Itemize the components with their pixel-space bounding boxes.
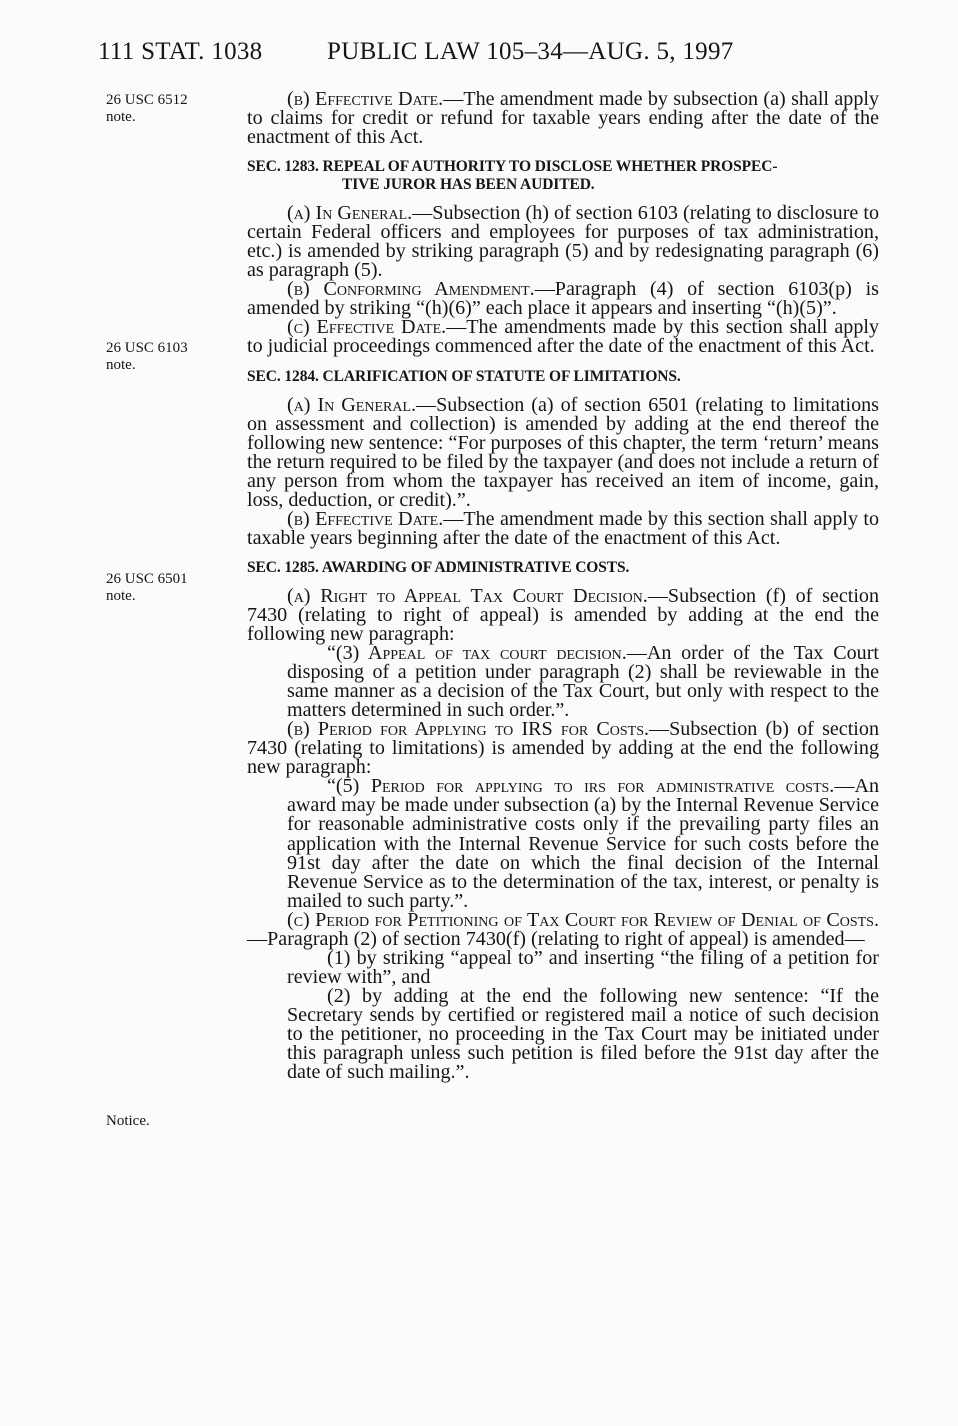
paragraph [247,908,879,950]
margin-note-cite: 26 USC 6103 [106,340,188,356]
paragraph-heading: (b) Conforming Amendment. [287,278,535,301]
paragraph-heading: (a) In General. [287,393,417,416]
paragraph [247,280,879,318]
paragraph-heading: (b) Effective Date. [287,507,444,530]
paragraph-text: —Subsection (f) of section 7430 (relating to right of appeal) is amended by adding at the end the following new paragraph: [247,584,879,645]
section-heading-line: TIVE JUROR HAS BEEN AUDITED. [342,176,595,194]
margin-note-label: note. [106,109,136,125]
paragraph-text: —Paragraph (4) of section 6103(p) is amended by striking “(h)(6)” each place it appears and inserting “(h)(5)”. [247,278,879,320]
paragraph-heading: (c) Period for Petitioning of Tax Court for Review of Denial of Costs. [287,908,879,931]
paragraph-text: —The amendments made by this section shall apply to judicial proceedings commenced after the date of the enactment of this Act. [247,316,880,358]
section-heading [247,368,879,386]
quoted-paragraph [287,644,879,720]
paragraph-heading: “(3) Appeal of tax court decision. [327,642,627,665]
statute-text [247,90,879,1082]
paragraph-heading: (b) Effective Date. [287,88,444,110]
list-item: (1) by striking “appeal to” and inserting “the filing of a petition for review with”, and [287,946,879,988]
running-header [98,38,888,66]
margin-note [106,1113,236,1130]
law-reference: PUBLIC LAW 105–34—AUG. 5, 1997 [327,38,734,65]
paragraph [247,318,879,356]
paragraph [247,507,880,549]
paragraph-heading: (c) Effective Date. [287,316,447,339]
paragraph-text: —Subsection (b) of section 7430 (relating to limitations) is amended by adding at the end the following new paragraph: [247,718,879,779]
page-reference: 111 STAT. 1038 [98,38,263,65]
section-heading-line: SEC. 1284. CLARIFICATION OF STATUTE OF LIMITATIONS. [247,367,681,385]
paragraph [247,584,879,645]
paragraph-text: —Subsection (a) of section 6501 (relating to limitations on assessment and collection) is amended by adding at the end thereof the following new sentence: “For purposes of this chapter, the term ‘return’ means the return required to be filed by the taxpayer (and does not include a return of any person from whom the taxpayer has received an item of income, gain, loss, deduction, or credit).”. [247,393,879,511]
margin-note [106,92,236,126]
paragraph [247,204,879,280]
margin-note [106,340,236,374]
section-heading [247,559,879,577]
margin-note-cite: 26 USC 6501 [106,571,188,587]
paragraph-text: —The amendment made by subsection (a) shall apply to claims for credit or refund for taxable years ending after the date of the enactment of this Act. [247,88,879,149]
section-heading-line: SEC. 1283. REPEAL OF AUTHORITY TO DISCLOSE WHETHER PROSPEC- [247,158,778,176]
paragraph-heading: (a) Right to Appeal Tax Court Decision. [287,584,648,607]
paragraph-heading: (b) Period for Applying to IRS for Costs. [287,718,650,741]
margin-note-label: note. [106,588,136,604]
paragraph-text: —The amendment made by this section shall apply to taxable years beginning after the date of the enactment of this Act. [247,507,880,549]
paragraph [247,720,879,777]
paragraph-text: —An order of the Tax Court disposing of a petition under paragraph (2) shall be reviewable in the same manner as a decision of the Tax Court, but only with respect to the matters determined in such order.”. [287,642,879,722]
paragraph [247,393,879,511]
margin-note [106,571,236,605]
section-heading [247,158,879,194]
paragraph-text: —Paragraph (2) of section 7430(f) (relating to right of appeal) is amended— [247,927,865,950]
paragraph-text: —An award may be made under subsection (a) by the Internal Revenue Service for reasonable administrative costs only if the prevailing party files an application with the Internal Revenue Service for such costs before the 91st day after the date on which the final decision of the Internal Revenue Service as to the determination of the tax, interest, or penalty is mailed to such party.”. [287,775,879,912]
paragraph [247,90,879,147]
list-item: (2) by adding at the end the following new sentence: “If the Secretary sends by certified or registered mail a notice of such decision to the petitioner, no proceeding in the Tax Court may be initiated under this paragraph unless such petition is filed before the 91st day after the date of such mailing.”. [287,984,879,1084]
margin-note-cite: 26 USC 6512 [106,92,188,108]
margin-note-cite: Notice. [106,1113,150,1129]
paragraph-heading: (a) In General. [287,202,413,225]
section-heading-line: SEC. 1285. AWARDING OF ADMINISTRATIVE COSTS. [247,558,630,576]
quoted-paragraph [287,777,879,910]
margin-note-label: note. [106,357,136,373]
paragraph-text: —Subsection (h) of section 6103 (relating to disclosure to certain Federal officers and employees for purposes of tax administration, etc.) is amended by striking paragraph (5) and by redesignating paragraph (6) as paragraph (5). [247,202,879,282]
paragraph-heading: “(5) Period for applying to irs for administrative costs. [327,775,835,798]
